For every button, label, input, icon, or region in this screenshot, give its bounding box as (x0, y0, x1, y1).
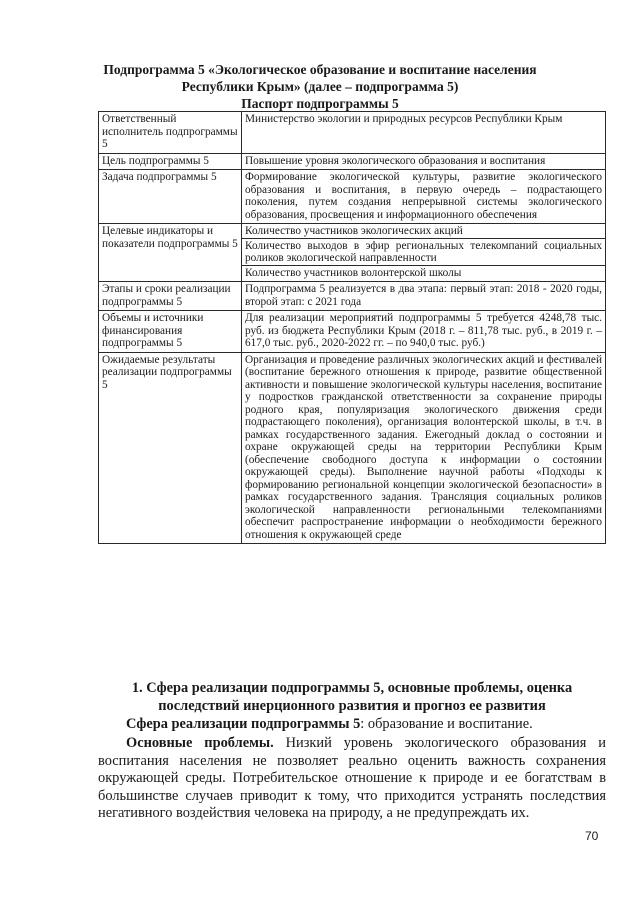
table-row (99, 311, 606, 353)
table-row (99, 352, 606, 544)
section-heading: 1. Сфера реализации подпрограммы 5, основные проблемы, оценка последствий инерционного развития и прогноз ее развития (131, 680, 573, 714)
passport-table (98, 111, 606, 544)
problems-paragraph (98, 735, 606, 823)
row-label: Цель подпрограммы 5 (99, 153, 242, 170)
row-value: Повышение уровня экологического образования и воспитания (242, 153, 606, 170)
row-label: Ответственный исполнитель подпрограммы 5 (99, 112, 242, 154)
passport-title: Паспорт подпрограммы 5 (241, 96, 399, 111)
row-value: Для реализации мероприятий подпрограммы 5 требуется 4248,78 тыс. руб. из бюджета Республики Крым (2018 г. – 811,78 тыс. руб., в 2019 г. – 617,0 тыс. руб., 2020-2022 гг. – по 940,0 тыс. руб.) (242, 311, 606, 353)
problems-label: Основные проблемы. (126, 735, 274, 751)
row-value: Подпрограмма 5 реализуется в два этапа: первый этап: 2018 - 2020 годы, второй этап: с 2021 года (242, 282, 606, 311)
row-value (242, 224, 606, 282)
table-row (99, 224, 606, 282)
indicator-item: Количество участников волонтерской школы (242, 265, 605, 280)
table-row (99, 170, 606, 224)
table-row (99, 112, 606, 154)
table-row (99, 282, 606, 311)
indicator-item: Количество участников экологических акций (245, 225, 463, 237)
row-label: Целевые индикаторы и показатели подпрограммы 5 (99, 224, 242, 282)
row-label: Задача подпрограммы 5 (99, 170, 242, 224)
row-value: Организация и проведение различных экологических акций и фестивалей (воспитание бережного отношения к природе, развитие общественной активности и повышение экологической культуры населения, воспитание у подростков гражданской ответственности за сохранение природы родного края, популяризация экологического движения среди подрастающего поколения), организация волонтерской школы, в т.ч. в рамках государственного задания. Ежегодный доклад о состоянии и охране окружающей среды на территории Республики Крым (обеспечение свободного доступа к информации о состоянии окружающей среды). Выполнение научной работы «Подходы к формированию региональной концепции экологической безопасности» в рамках государственного задания. Трансляция социальных роликов экологической направленности региональными телекомпаниями обеспечит распространение информации о необходимости бережного отношения к окружающей среде (242, 352, 606, 544)
subprogram-title-line-1: Подпрограмма 5 «Экологическое образование и воспитание населения (103, 62, 537, 77)
sphere-paragraph (98, 716, 606, 734)
row-label: Ожидаемые результаты реализации подпрограммы 5 (99, 352, 242, 544)
indicator-item: Количество выходов в эфир региональных телекомпаний социальных роликов экологической направленности (242, 238, 605, 265)
row-value: Формирование экологической культуры, развитие экологического образования и воспитания, в первую очередь – подрастающего поколения, путем создания непрерывной системы экологического образования, просвещения и информационного обеспечения (242, 170, 606, 224)
row-label: Объемы и источники финансирования подпрограммы 5 (99, 311, 242, 353)
table-row (99, 153, 606, 170)
problems-text: Низкий уровень экологического образования и воспитания населения не позволяет реально оценить важность сохранения окружающей среды. Потребительское отношение к природе и ее богатствам в большинстве случаев приводит к тому, что приходится устранять последствия негативного воздействия человека на природу, а не предупреждать их. (98, 735, 606, 822)
row-label: Этапы и сроки реализации подпрограммы 5 (99, 282, 242, 311)
row-value: Министерство экологии и природных ресурсов Республики Крым (242, 112, 606, 154)
subprogram-title-line-2: Республики Крым» (далее – подпрограмма 5) (181, 79, 459, 94)
sphere-text: : образование и воспитание. (360, 716, 533, 732)
page-number: 70 (585, 829, 599, 843)
sphere-label: Сфера реализации подпрограммы 5 (126, 716, 361, 732)
